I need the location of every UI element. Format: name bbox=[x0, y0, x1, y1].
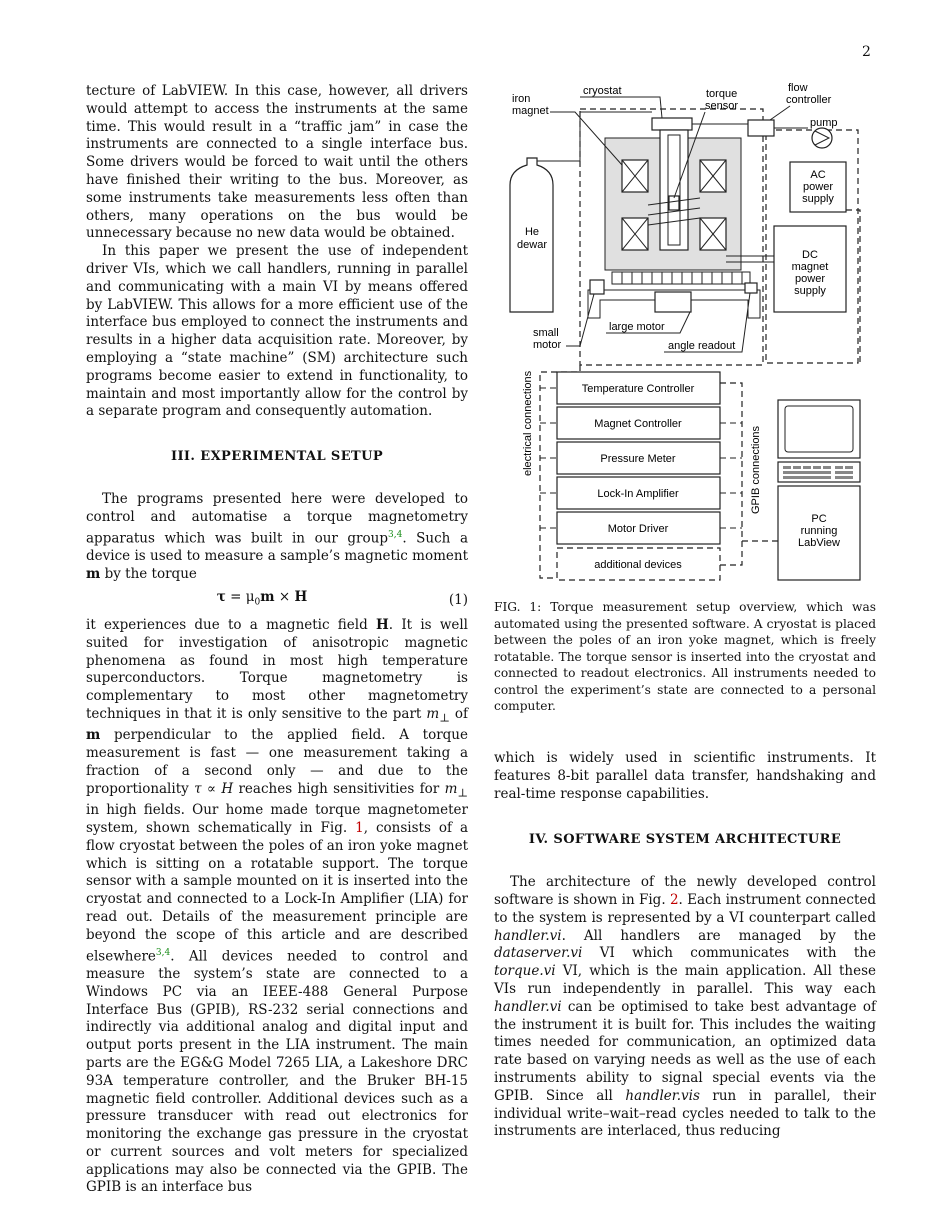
paragraph: The architecture of the newly developed control software is shown in Fig. 2. Each instrument connected to the system is represented by a VI counterpart called handler.vi. All handlers are managed by the dataserver.vi VI which communicates with the torque.vi VI, which is the main application. All these VIs run independently in parallel. This way each handler.vi can be optimised to take best advantage of the instrument it is built for. This includes the waiting times needed for communication, an optimized data rate based on varying needs as well as the use of each instruments ability to signal special events via the GPIB. Since all handler.vis run in parallel, their individual write–wait–read cycles needed to talk to the instruments are interlaced, thus reducing bbox=[494, 874, 877, 1140]
svg-text:PC: PC bbox=[811, 513, 827, 525]
paragraph: which is widely used in scientific instruments. It features 8-bit parallel data transfer, handshaking and real-time response capabilities. bbox=[494, 750, 876, 802]
svg-text:large motor: large motor bbox=[609, 321, 665, 333]
svg-text:sensor: sensor bbox=[705, 100, 739, 112]
svg-text:angle readout: angle readout bbox=[668, 340, 736, 352]
paragraph: In this paper we present the use of independent driver VIs, which we call handlers, running in parallel and communicating with a main VI by means offered by LabVIEW. This allows for a more efficient use of the interface bus employed to connect the instruments and results in a higher data acquisition rate. Moreover, by employing a “state machine” (SM) architecture such programs become easier to extend in functionality, to maintain and most importantly allow for the control by a separate program and consequently automation. bbox=[86, 243, 468, 420]
citation-link[interactable]: 3,4 bbox=[155, 947, 171, 958]
cryostat-head bbox=[652, 118, 692, 130]
section-heading: IV. SOFTWARE SYSTEM ARCHITECTURE bbox=[528, 832, 842, 848]
svg-text:LabView: LabView bbox=[798, 537, 840, 549]
svg-text:supply: supply bbox=[794, 285, 826, 297]
page-number: 2 bbox=[862, 44, 871, 60]
section-heading: III. EXPERIMENTAL SETUP bbox=[170, 449, 384, 465]
svg-text:power: power bbox=[803, 181, 833, 193]
figure-caption: FIG. 1: Torque measurement setup overview, which was automated using the presented software. A cryostat is placed between the poles of an iron yoke magnet, which is freely rotatable. The torque sensor is inserted into the cryostat and connected to readout electronics. All instruments needed to control the experiment’s state are connected to a personal computer. bbox=[494, 600, 876, 713]
rotating-support bbox=[612, 272, 750, 284]
figure-link[interactable]: 2 bbox=[669, 891, 679, 908]
left-column bbox=[86, 83, 468, 1197]
svg-text:magnet: magnet bbox=[791, 261, 829, 273]
svg-text:pump: pump bbox=[810, 117, 838, 129]
svg-text:cryostat: cryostat bbox=[583, 85, 622, 97]
instrument-list bbox=[557, 372, 720, 580]
svg-text:additional devices: additional devices bbox=[594, 559, 682, 571]
svg-text:controller: controller bbox=[786, 94, 832, 106]
svg-text:Motor Driver: Motor Driver bbox=[607, 523, 669, 535]
svg-text:power: power bbox=[795, 273, 825, 285]
svg-text:Pressure Meter: Pressure Meter bbox=[600, 453, 676, 465]
svg-text:small: small bbox=[533, 327, 559, 339]
citation-link[interactable]: 3,4 bbox=[387, 529, 403, 540]
paragraph: tecture of LabVIEW. In this case, however, all drivers would attempt to access the instruments at the same time. This would result in a “traffic jam” in case the instruments are connected to a single interface bus. Some drivers would be forced to wait until the others have finished their writing to the bus. Moreover, as some instruments take measurements less often than others, many operations on the bus would be unnecessary because no new data would be obtained. bbox=[86, 83, 468, 242]
torque-sensor bbox=[669, 196, 679, 210]
svg-text:dewar: dewar bbox=[517, 239, 547, 251]
flow-controller bbox=[748, 120, 774, 136]
angle-readout bbox=[745, 283, 757, 293]
svg-text:He: He bbox=[524, 226, 540, 238]
figure-link[interactable]: 1 bbox=[355, 820, 364, 837]
setup-figure bbox=[494, 80, 878, 590]
equation-number: (1) bbox=[448, 592, 468, 609]
paragraph: The programs presented here were developed to control and automatise a torque magnetometry apparatus which was built in our group$^{3,4}$. Such a device is used to measure a sample’s magnetic moment m by the torque bbox=[86, 490, 468, 582]
pc-computer bbox=[778, 400, 860, 580]
gpib-connections-label: GPIB connections bbox=[750, 425, 762, 514]
small-motor bbox=[590, 280, 604, 294]
svg-text:AC: AC bbox=[810, 169, 826, 181]
electrical-connections-label: electrical connections bbox=[522, 370, 534, 476]
equation: $\tau = \mu_0m \times H$ (1) bbox=[216, 589, 468, 609]
right-column bbox=[494, 750, 876, 1141]
svg-text:Lock-In Amplifier: Lock-In Amplifier bbox=[597, 488, 679, 500]
svg-text:supply: supply bbox=[802, 193, 834, 205]
svg-text:flow: flow bbox=[788, 82, 808, 94]
svg-text:Magnet Controller: Magnet Controller bbox=[594, 418, 682, 430]
svg-text:iron: iron bbox=[512, 93, 531, 105]
svg-text:DC: DC bbox=[802, 249, 818, 261]
large-motor bbox=[655, 292, 691, 312]
svg-text:torque: torque bbox=[706, 88, 738, 100]
svg-text:motor: motor bbox=[533, 339, 562, 351]
svg-text:Temperature Controller: Temperature Controller bbox=[581, 383, 695, 395]
svg-text:running: running bbox=[800, 525, 838, 537]
svg-text:magnet: magnet bbox=[512, 105, 549, 117]
cryostat-tube bbox=[660, 130, 688, 250]
paragraph: it experiences due to a magnetic field H. It is well suited for investigation of anisotropic magnetic phenomena as found in most high temperature superconductors. Torque magnetometry is complementary to most other magnetometry techniques in that it is only sensitive to the part $m_\perp$ of m perpendicular to the applied field. A torque measurement is fast — one measurement taking a fraction of a second only — and due to the proportionality τ ∝ H reaches high sensitivities for $m_\perp$ in high fields. Our home made torque magnetometer system, shown schematically in Fig. 1, consists of a flow cryostat between the poles of an iron yoke magnet which is sitting on a rotatable support. The torque sensor with a sample mounted on it is inserted into the cryostat and connected to a Lock-In Amplifier (LIA) for read out. Details of the measurement principle are beyond the scope of this article and are described elsewhere$^{3,4}$. All devices needed to control and measure the system’s state are connected to a Windows PC via an IEEE-488 General Purpose Interface Bus (GPIB), RS-232 serial connections and indirectly via additional analog and digital input and output ports present in the LIA instrument. The main parts are the EG&G Model 7265 LIA, a Lakeshore DRC 93A temperature controller, and the Bruker BH-15 magnetic field controller. Additional devices such as a pressure transducer with read out electronics for monitoring the exchange gas pressure in the cryostat or current sources and volt meters for specialized applications may also be connected via the GPIB. The GPIB is an interface bus bbox=[86, 616, 469, 1196]
